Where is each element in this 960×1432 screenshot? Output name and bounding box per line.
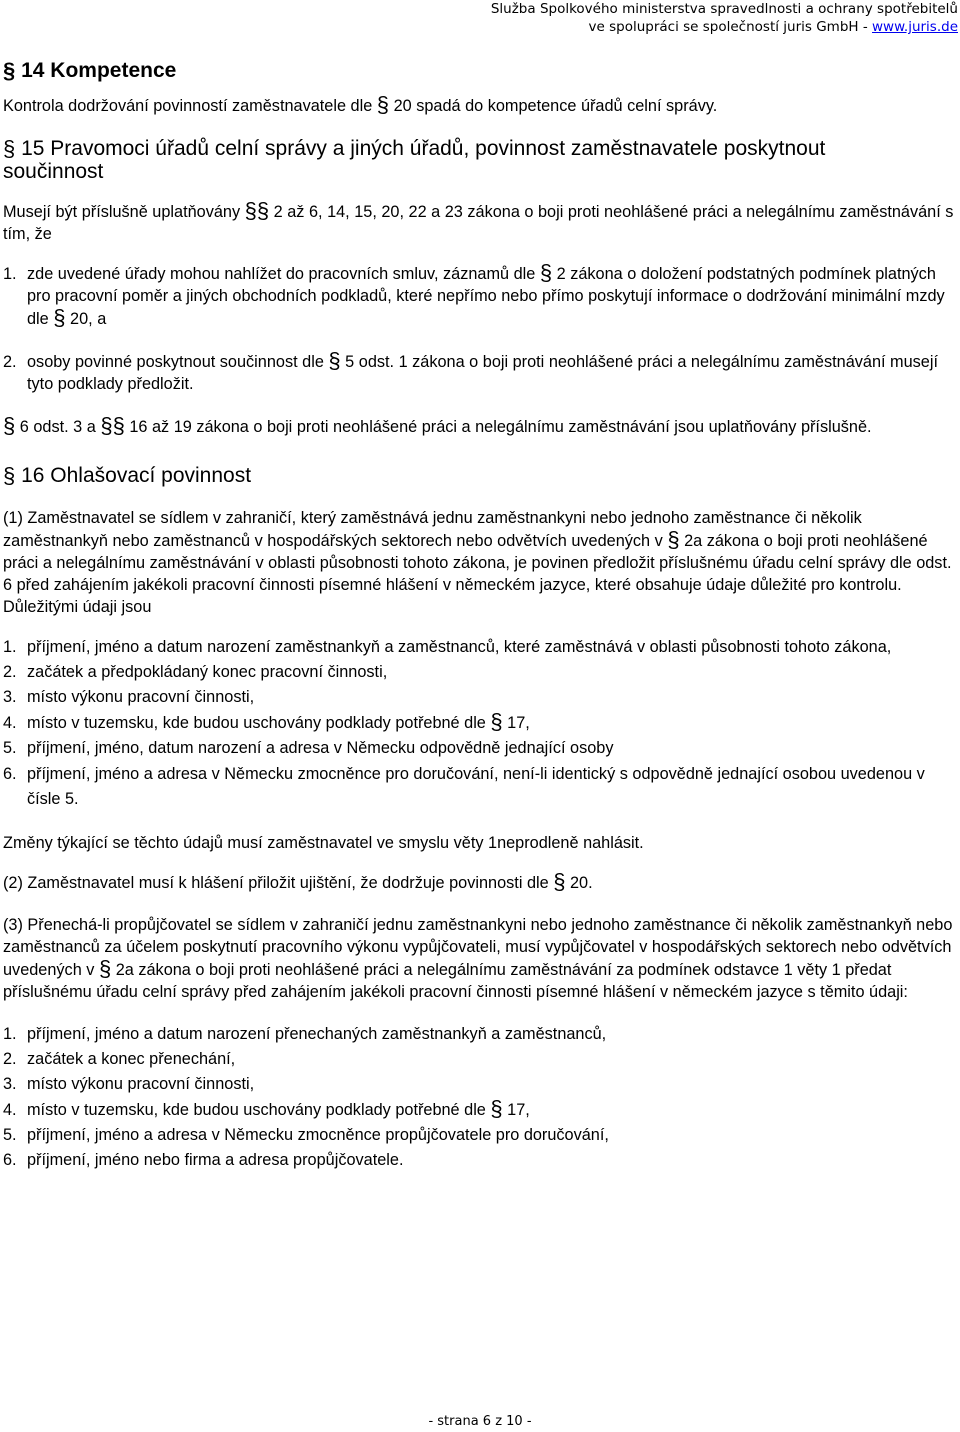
section-15-item-2 [3, 350, 955, 395]
section-15-title: 15 Pravomoci úřadů celní správy a jiných úřadů, povinnost zaměstnavatele poskytnout [15, 137, 826, 160]
section-symbol: § [553, 869, 566, 894]
section-symbol: § [539, 260, 553, 285]
item-number: 6. [3, 1151, 17, 1169]
text-run: Kontrola dodržování povinností zaměstnavatele dle [3, 97, 377, 115]
section-symbol: § [3, 136, 16, 161]
section-16-title: 16 Ohlašovací povinnost [15, 464, 252, 487]
item-number: 1. [3, 1025, 17, 1043]
text-run: 16 až 19 zákona o boji proti neohlášené práci a nelegálnímu zaměstnávání jsou uplatňovány příslušně. [124, 418, 872, 436]
item-number: 2. [3, 663, 17, 681]
section-symbol: § [3, 413, 16, 438]
item-number: 3. [3, 1075, 17, 1093]
section-16-list-1 [3, 636, 955, 812]
item-number: 2. [3, 353, 17, 371]
list-item [3, 711, 955, 734]
section-14-heading [3, 58, 955, 84]
section-symbol: § [256, 198, 270, 223]
section-symbol: § [490, 1096, 503, 1121]
item-number: 4. [3, 714, 17, 732]
text-run: 2a zákona o boji proti neohlášené práci a nelegálnímu zaměstnávání v oblasti působnosti tohoto zákona, je povinen předložit příslušnému úřadu celní správy dle odst. 6 před zahájením jakékoli pracovní činnosti písemné hlášení v německém jazyce, které obsahuje údaje důležité pro kontrolu. Důležitými údaji jsou [3, 532, 952, 616]
section-symbol: § [490, 709, 503, 734]
section-symbol: § [3, 58, 16, 83]
juris-link[interactable]: www.juris.de [872, 19, 958, 35]
section-15-title-cont: součinnost [3, 160, 104, 183]
list-item [3, 1023, 955, 1045]
section-symbol: § [667, 527, 680, 552]
list-item [3, 1098, 955, 1121]
text-run: 2a zákona o boji proti neohlášené práci a nelegálnímu zaměstnávání za podmínek odstavce 1 věty 1 předat příslušnému úřadu celní správy před zahájením jakékoli pracovní činnosti písemné hlášení v německém jazyce s těmito údaji: [3, 961, 908, 1001]
header-line-1: Služba Spolkového ministerstva spravedlnosti a ochrany spotřebitelů [490, 1, 958, 17]
text-run: 2 zákona o doložení podstatných podmínek platných pro pracovní poměr a jiných obchodních podkladů, které nepřímo nebo přímo poskytují informace o dodržování minimální mzdy dle [27, 265, 945, 328]
section-16-heading [3, 464, 955, 487]
list-item [3, 762, 955, 812]
section-16-paragraph-1 [3, 507, 955, 618]
text-run: 17, [502, 1101, 530, 1119]
section-symbol: § [98, 956, 112, 981]
list-item [3, 1048, 955, 1070]
text-run: místo v tuzemsku, kde budou uschovány podklady potřebné dle [27, 1101, 491, 1119]
text-run: (3) Přenechá-li propůjčovatel se sídlem v zahraničí jednu zaměstnankyni nebo jednoho zaměstnance či několik zaměstnankyň nebo zaměstnanců za účelem poskytnutí pracovního výkonu vypůjčovateli, musí vypůjčovatel v hospodářských sektorech nebo odvětvích uvedených v [3, 916, 953, 979]
text-run: příjmení, jméno a datum narození přenechaných zaměstnankyň a zaměstnanců, [27, 1025, 607, 1043]
header-line-2-text: ve spolupráci se společností juris GmbH - [588, 19, 873, 35]
list-item [3, 636, 955, 658]
text-run: 5 odst. 1 zákona o boji proti neohlášené práci a nelegálnímu zaměstnávání musejí tyto podklady předložit. [27, 353, 938, 393]
item-number: 6. [3, 765, 17, 783]
list-item [3, 686, 955, 708]
text-run: příjmení, jméno a adresa v Německu zmocněnce propůjčovatele pro doručování, [27, 1126, 609, 1144]
document-body [3, 58, 955, 1171]
section-symbol: § [3, 463, 16, 488]
text-run: (1) Zaměstnavatel se sídlem v zahraničí, který zaměstnává jednu zaměstnankyni nebo jednoho zaměstnance či několik zaměstnankyň nebo zaměstnanců v hospodářských sektorech nebo odvětvích uvedených v [3, 509, 862, 550]
item-number: 4. [3, 1101, 17, 1119]
list-item [3, 1149, 955, 1171]
section-symbol: § [244, 198, 257, 223]
list-item [3, 1124, 955, 1146]
text-run: příjmení, jméno nebo firma a adresa propůjčovatele. [27, 1151, 404, 1169]
section-symbol: § [112, 413, 125, 438]
section-16-paragraph-2 [3, 871, 955, 894]
section-16-paragraph-3 [3, 914, 955, 1003]
text-run: 17, [502, 714, 530, 732]
text-run: místo výkonu pracovní činnosti, [27, 1075, 255, 1093]
text-run: začátek a konec přenechání, [27, 1050, 236, 1068]
text-run: (2) Zaměstnavatel musí k hlášení přiložit ujištění, že dodržuje povinnosti dle [3, 874, 554, 892]
item-number: 5. [3, 1126, 17, 1144]
section-symbol: § [53, 305, 66, 330]
section-symbol: § [376, 92, 390, 117]
text-run: zde uvedené úřady mohou nahlížet do pracovních smluv, záznamů dle [27, 265, 540, 283]
section-14-text [3, 94, 955, 117]
text-run: osoby povinné poskytnout součinnost dle [27, 353, 329, 371]
section-15-closing [3, 415, 955, 438]
page-number: - strana 6 z 10 - [428, 1414, 532, 1429]
section-15-intro [3, 200, 955, 245]
section-15-item-1 [3, 262, 955, 330]
list-item [3, 661, 955, 683]
text-run: 6 odst. 3 a [15, 418, 101, 436]
changes-note: Změny týkající se těchto údajů musí zaměstnavatel ve smyslu věty 1neprodleně nahlásit. [3, 834, 644, 852]
list-item [3, 1073, 955, 1095]
item-number: 2. [3, 1050, 17, 1068]
item-number: 3. [3, 688, 17, 706]
item-number: 1. [3, 265, 17, 283]
list-item [3, 737, 955, 759]
text-run: Musejí být příslušně uplatňovány [3, 203, 245, 221]
item-number: 1. [3, 638, 17, 656]
section-symbol: § [328, 348, 341, 373]
text-run: příjmení, jméno a adresa v Německu zmocněnce pro doručování, není-li identický s odpovědně jednající osobou uvedenou v čísle 5. [27, 765, 925, 808]
text-run: 2 až 6, 14, 15, 20, 22 a 23 zákona o boji proti neohlášené práci a nelegálnímu zaměstnávání s tím, že [3, 203, 954, 243]
section-14-title: 14 Kompetence [21, 59, 177, 82]
text-run: místo výkonu pracovní činnosti, [27, 688, 255, 706]
section-symbol: § [100, 413, 113, 438]
text-run: příjmení, jméno, datum narození a adresa v Německu odpovědně jednající osoby [27, 739, 614, 757]
item-number: 5. [3, 739, 17, 757]
text-run: 20, a [65, 310, 107, 328]
text-run: 20. [565, 874, 593, 892]
section-16-list-2 [3, 1023, 955, 1171]
text-run: místo v tuzemsku, kde budou uschovány podklady potřebné dle [27, 714, 491, 732]
text-run: začátek a předpokládaný konec pracovní činnosti, [27, 663, 388, 681]
header-line-2 [491, 18, 958, 36]
text-run: příjmení, jméno a datum narození zaměstnankyň a zaměstnanců, které zaměstnává v oblasti působnosti tohoto zákona, [27, 638, 892, 656]
page-header [491, 0, 958, 36]
text-run: 20 spadá do kompetence úřadů celní správy. [389, 97, 718, 115]
section-15-heading [3, 137, 955, 183]
